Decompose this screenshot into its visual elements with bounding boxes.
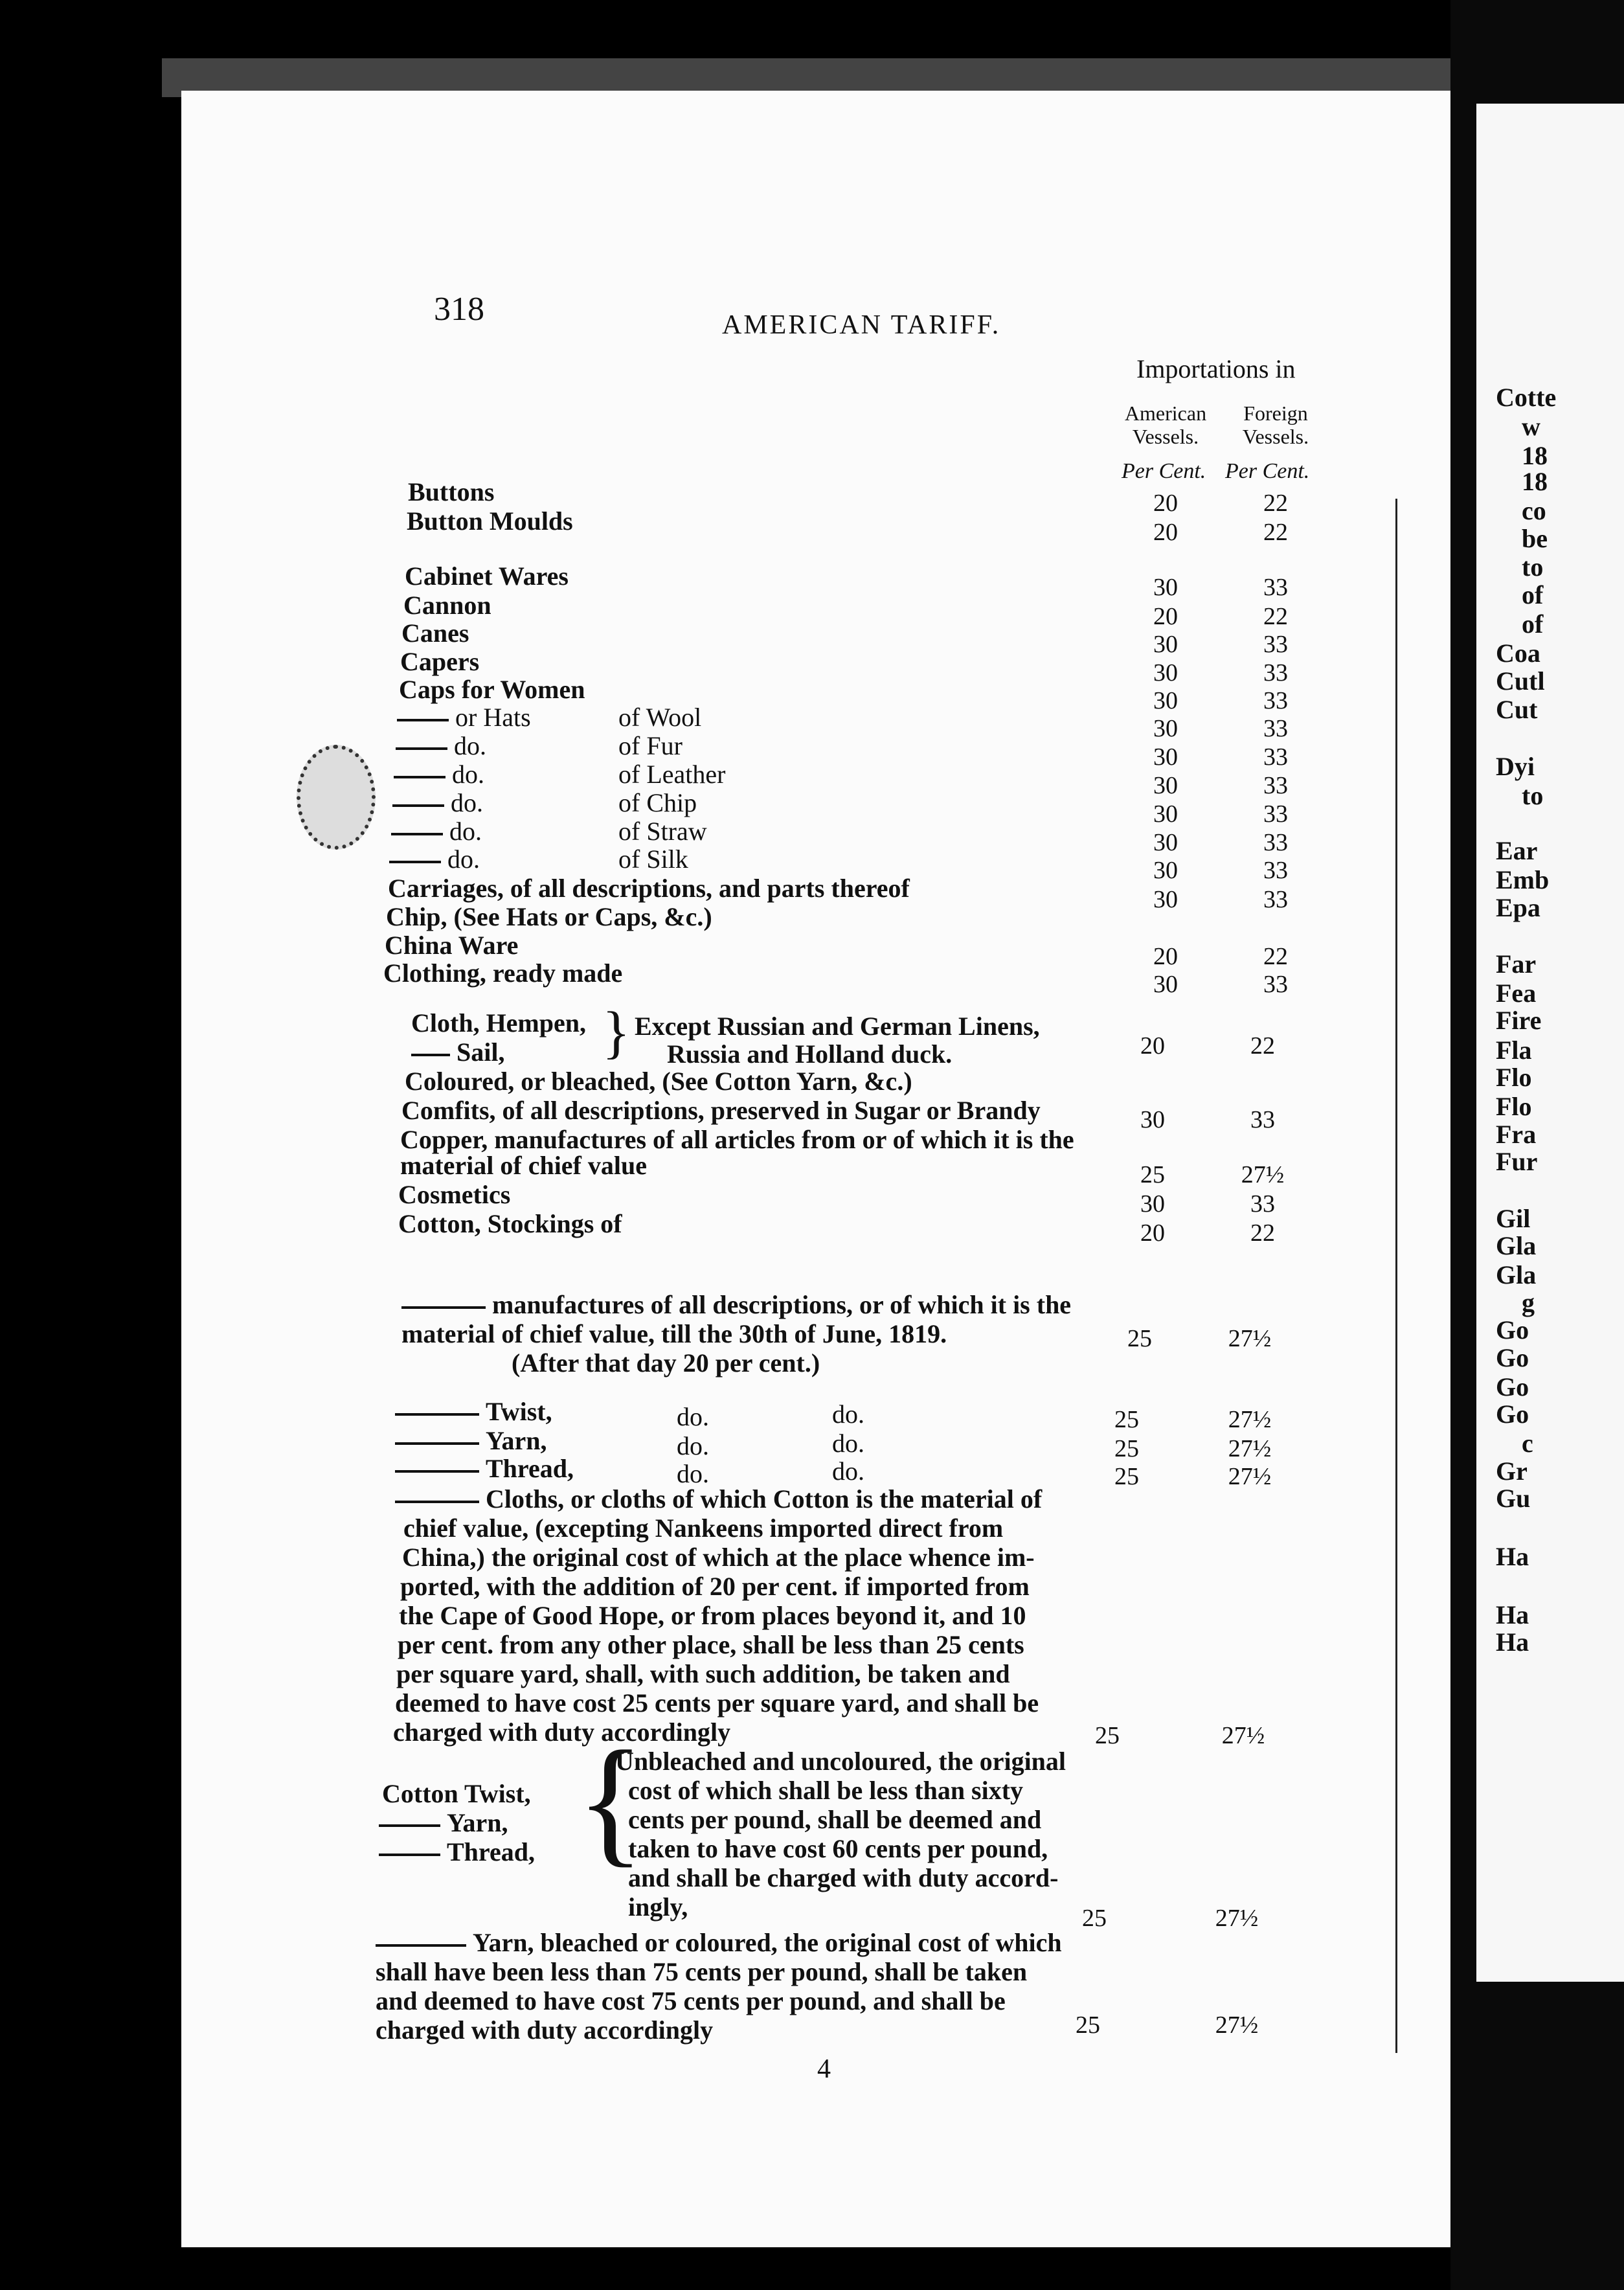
- paragraph-line: per cent. from any other place, shall be less than 25 cents: [398, 1630, 1024, 1659]
- opposite-page-line: Fire: [1496, 1006, 1542, 1035]
- row-american: 30: [1153, 829, 1178, 856]
- row-foreign: 33: [1250, 1106, 1275, 1133]
- row-label: Coloured, or bleached, (See Cotton Yarn, &c.): [405, 1067, 912, 1096]
- row-american: 30: [1153, 772, 1178, 799]
- paragraph-line: cents per pound, shall be deemed and: [628, 1805, 1042, 1834]
- row-label: Cabinet Wares: [405, 561, 569, 591]
- opposite-page-line: Go: [1496, 1315, 1529, 1344]
- opposite-page-line: Fea: [1496, 979, 1537, 1008]
- row-american: 30: [1153, 715, 1178, 742]
- opposite-page-fragment: [1476, 104, 1624, 1982]
- row-foreign: 27½: [1228, 1435, 1272, 1462]
- col-american-header: American Vessels.: [1124, 402, 1207, 448]
- opposite-page-line: c: [1522, 1429, 1533, 1458]
- opposite-page-line: Flo: [1496, 1063, 1532, 1092]
- paragraph-line: taken to have cost 60 cents per pound,: [628, 1834, 1048, 1863]
- row-label: Caps for Women: [399, 675, 585, 704]
- row-american: 25: [1140, 1161, 1165, 1188]
- row-label: Buttons: [408, 477, 495, 506]
- paragraph-line: ported, with the addition of 20 per cent. if imported from: [400, 1572, 1030, 1601]
- ditto-mark: do.: [832, 1457, 864, 1486]
- signature-mark: 4: [817, 2054, 831, 2084]
- row-american: 30: [1153, 631, 1178, 658]
- row-label: Cannon: [403, 591, 491, 620]
- row-sublabel: of Chip: [618, 788, 697, 817]
- twist-label: Cotton Twist,: [382, 1779, 531, 1808]
- opposite-page-line: Far: [1496, 949, 1537, 979]
- row-foreign: 22: [1263, 519, 1288, 546]
- row-american: 20: [1153, 943, 1178, 970]
- opposite-page-line: g: [1522, 1288, 1535, 1317]
- opposite-page-line: to: [1522, 781, 1544, 810]
- col-foreign-unit: Per Cent.: [1225, 459, 1310, 483]
- opposite-page-line: Gil: [1496, 1204, 1531, 1233]
- row-label: or Hats: [397, 705, 531, 731]
- page-number: 318: [434, 291, 484, 328]
- row-foreign: 22: [1263, 943, 1288, 970]
- cotton-sub-label: Twist,: [395, 1399, 552, 1425]
- row-american: 20: [1153, 490, 1178, 517]
- opposite-page-line: Gr: [1496, 1457, 1528, 1486]
- row-american: 30: [1140, 1190, 1165, 1218]
- opposite-page-line: co: [1522, 496, 1546, 525]
- paragraph-line: deemed to have cost 25 cents per square yard, and shall be: [395, 1688, 1039, 1718]
- paragraph-line: and deemed to have cost 75 cents per pound, and shall be: [376, 1986, 1006, 2015]
- row-american: 25: [1114, 1463, 1139, 1490]
- opposite-page-line: Cut: [1496, 695, 1538, 724]
- opposite-page-line: Ear: [1496, 836, 1538, 865]
- row-foreign: 33: [1263, 631, 1288, 658]
- ditto-mark: do.: [677, 1431, 709, 1460]
- cotton-mfg-american: 25: [1127, 1325, 1152, 1352]
- paragraph-line: chief value, (excepting Nankeens imported direct from: [403, 1513, 1004, 1543]
- opposite-page-line: Coa: [1496, 639, 1540, 668]
- opposite-page-line: Cutl: [1496, 666, 1545, 696]
- row-american: 20: [1153, 519, 1178, 546]
- opposite-page-line: 18: [1522, 467, 1548, 496]
- row-american: 25: [1114, 1435, 1139, 1462]
- opposite-page-line: of: [1522, 580, 1544, 609]
- opposite-page-line: Flo: [1496, 1092, 1532, 1121]
- page-title: AMERICAN TARIFF.: [722, 310, 1001, 340]
- opposite-page-line: w: [1522, 412, 1540, 441]
- row-label: do.: [391, 819, 482, 845]
- ditto-mark: do.: [832, 1429, 864, 1458]
- row-label: Carriages, of all descriptions, and parts thereof: [388, 874, 910, 903]
- cloth-brace: }: [602, 1001, 631, 1065]
- row-foreign: 27½: [1241, 1161, 1285, 1188]
- column-divider: [1395, 499, 1397, 2053]
- cloth-except-2: Russia and Holland duck.: [667, 1039, 953, 1069]
- paragraph-line: cost of which shall be less than sixty: [628, 1776, 1024, 1805]
- row-label: China Ware: [385, 931, 519, 960]
- row-label: Copper, manufactures of all articles from or of which it is the: [400, 1125, 1074, 1154]
- cotton-mfg-foreign: 27½: [1228, 1325, 1272, 1352]
- row-american: 30: [1153, 886, 1178, 913]
- row-label: Button Moulds: [407, 506, 573, 536]
- row-foreign: 33: [1263, 857, 1288, 884]
- ditto-mark: do.: [677, 1402, 709, 1431]
- opposite-page-line: Ha: [1496, 1542, 1529, 1571]
- row-foreign: 33: [1263, 715, 1288, 742]
- row-american: 30: [1153, 857, 1178, 884]
- paragraph-line: shall have been less than 75 cents per pound, shall be taken: [376, 1957, 1028, 1986]
- opposite-page-line: Fla: [1496, 1036, 1532, 1065]
- row-foreign: 33: [1263, 886, 1288, 913]
- book-page: [181, 91, 1450, 2247]
- row-american: 30: [1153, 574, 1178, 601]
- opposite-page-line: 18: [1522, 441, 1548, 470]
- row-sublabel: of Fur: [618, 731, 682, 760]
- row-foreign: 33: [1263, 971, 1288, 998]
- row-foreign: 33: [1263, 574, 1288, 601]
- cloth-american: 20: [1140, 1032, 1165, 1060]
- cloth-hempen-label: Cloth, Hempen,: [411, 1008, 586, 1037]
- paragraph-line: Yarn, bleached or coloured, the original cost of which: [376, 1930, 1062, 1956]
- row-foreign: 33: [1263, 659, 1288, 686]
- row-american: 30: [1153, 743, 1178, 771]
- paragraph-line: charged with duty accordingly: [376, 2015, 714, 2045]
- row-american: 30: [1153, 971, 1178, 998]
- row-foreign: 33: [1263, 829, 1288, 856]
- paragraph-line: per square yard, shall, with such addition, be taken and: [396, 1659, 1010, 1688]
- opposite-page-line: to: [1522, 552, 1544, 582]
- paragraph-line: ingly,: [628, 1892, 688, 1922]
- row-foreign: 22: [1250, 1219, 1275, 1247]
- row-label: do.: [389, 846, 480, 872]
- row-sublabel: of Silk: [618, 845, 688, 874]
- row-label: material of chief value: [400, 1151, 647, 1180]
- opposite-page-line: Ha: [1496, 1600, 1529, 1629]
- twist-yarn-label: Yarn,: [379, 1810, 508, 1836]
- opposite-page-line: Gla: [1496, 1231, 1537, 1260]
- row-sublabel: of Leather: [618, 760, 726, 789]
- opposite-page-line: Gla: [1496, 1260, 1537, 1289]
- ditto-mark: do.: [832, 1400, 864, 1429]
- paragraph-line: and shall be charged with duty accord-: [628, 1863, 1059, 1892]
- row-label: Cotton, Stockings of: [398, 1209, 622, 1238]
- row-foreign: 33: [1263, 743, 1288, 771]
- opposite-page-line: Cotte: [1496, 383, 1557, 412]
- row-label: do.: [394, 762, 484, 788]
- row-foreign: 33: [1250, 1190, 1275, 1218]
- row-label: do.: [396, 733, 486, 759]
- row-label: Clothing, ready made: [383, 958, 623, 988]
- cloth-foreign: 22: [1250, 1032, 1275, 1060]
- row-foreign: 27½: [1228, 1463, 1272, 1490]
- row-label: Capers: [400, 647, 480, 676]
- cotton-sub-label: Thread,: [395, 1456, 574, 1482]
- row-foreign: 33: [1263, 687, 1288, 714]
- opposite-page-line: Ha: [1496, 1627, 1529, 1657]
- paragraph-line: Cloths, or cloths of which Cotton is the material of: [395, 1486, 1042, 1512]
- row-foreign: 33: [1263, 772, 1288, 799]
- row-american: 30: [1153, 800, 1178, 828]
- cloths-foreign: 27½: [1221, 1722, 1265, 1749]
- cotton-mfg-line1: manufactures of all descriptions, or of which it is the: [401, 1292, 1071, 1318]
- cotton-mfg-line2: material of chief value, till the 30th of June, 1819.: [401, 1319, 947, 1348]
- twist-foreign: 27½: [1215, 1905, 1259, 1932]
- row-american: 30: [1153, 659, 1178, 686]
- col-american-unit: Per Cent.: [1122, 459, 1206, 483]
- opposite-page-line: Emb: [1496, 865, 1550, 894]
- paragraph-line: the Cape of Good Hope, or from places beyond it, and 10: [399, 1601, 1026, 1630]
- opposite-page-line: Go: [1496, 1400, 1529, 1429]
- row-label: Canes: [401, 618, 469, 648]
- opposite-page-line: be: [1522, 524, 1548, 553]
- row-american: 20: [1140, 1219, 1165, 1247]
- row-sublabel: of Straw: [618, 817, 707, 846]
- row-label: Chip, (See Hats or Caps, &c.): [386, 902, 712, 931]
- opposite-page-line: of: [1522, 609, 1544, 639]
- column-group-header: Importations in: [1136, 354, 1296, 383]
- opposite-page-line: Fra: [1496, 1120, 1537, 1149]
- yarn-american: 25: [1076, 2012, 1100, 2039]
- paragraph-line: Unbleached and uncoloured, the original: [615, 1747, 1066, 1776]
- row-label: Cosmetics: [398, 1180, 511, 1209]
- twist-thread-label: Thread,: [379, 1839, 535, 1865]
- row-american: 25: [1114, 1406, 1139, 1433]
- row-foreign: 27½: [1228, 1406, 1272, 1433]
- cloths-american: 25: [1095, 1722, 1120, 1749]
- cotton-mfg-line3: (After that day 20 per cent.): [512, 1348, 820, 1377]
- row-sublabel: of Wool: [618, 703, 702, 732]
- paragraph-line: charged with duty accordingly: [393, 1718, 731, 1747]
- row-foreign: 22: [1263, 603, 1288, 630]
- row-american: 20: [1153, 603, 1178, 630]
- opposite-page-line: Go: [1496, 1343, 1529, 1372]
- opposite-page-line: Dyi: [1496, 752, 1535, 781]
- ditto-mark: do.: [677, 1459, 709, 1488]
- opposite-page-line: Fur: [1496, 1147, 1538, 1176]
- cloth-sail-label: Sail,: [411, 1039, 504, 1065]
- twist-brace: {: [576, 1721, 645, 1879]
- row-label: Comfits, of all descriptions, preserved in Sugar or Brandy: [401, 1096, 1041, 1125]
- paragraph-line: China,) the original cost of which at the place whence im-: [402, 1543, 1035, 1572]
- paper-stain: [297, 745, 376, 850]
- opposite-page-line: Epa: [1496, 893, 1540, 922]
- opposite-page-line: Gu: [1496, 1484, 1531, 1513]
- row-foreign: 33: [1263, 800, 1288, 828]
- row-american: 30: [1140, 1106, 1165, 1133]
- yarn-foreign: 27½: [1215, 2012, 1259, 2039]
- cotton-sub-label: Yarn,: [395, 1428, 547, 1454]
- row-foreign: 22: [1263, 490, 1288, 517]
- row-american: 30: [1153, 687, 1178, 714]
- opposite-page-line: Go: [1496, 1372, 1529, 1401]
- cloth-except-1: Except Russian and German Linens,: [635, 1012, 1040, 1041]
- row-label: do.: [392, 790, 483, 816]
- col-foreign-header: Foreign Vessels.: [1242, 402, 1309, 448]
- twist-american: 25: [1082, 1905, 1107, 1932]
